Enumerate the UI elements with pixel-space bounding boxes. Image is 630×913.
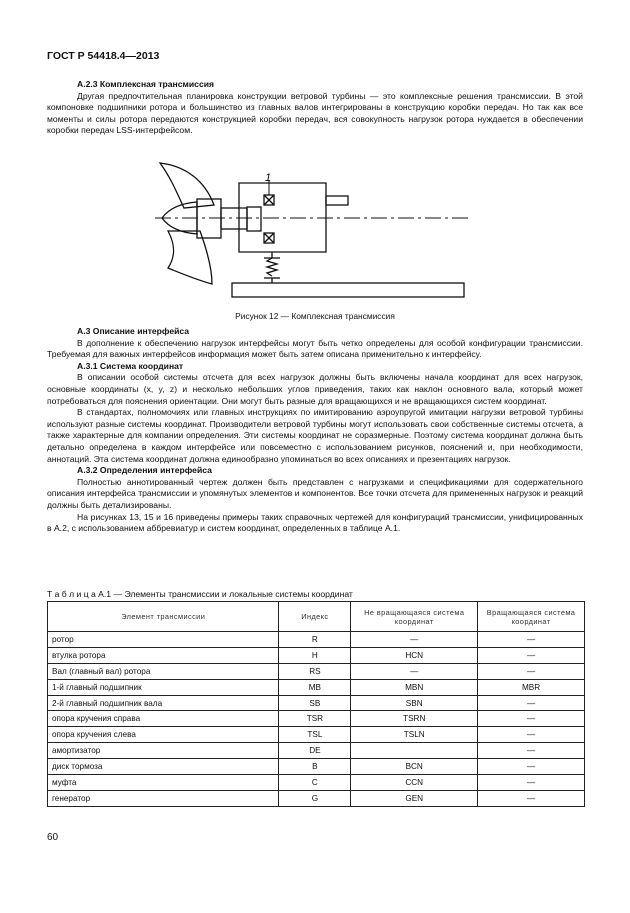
table-cell: муфта: [48, 775, 279, 791]
table-cell: G: [279, 790, 351, 806]
table-cell: —: [478, 663, 585, 679]
table-header-row: [48, 602, 585, 632]
section-paragraph: На рисунках 13, 15 и 16 приведены примеры таких справочных чертежей для конфигураций трансмиссии, унифицированных в А.2, с использованием аббревиатур и систем координат, определенных в таблице А.1.: [47, 511, 583, 534]
table-row: [48, 695, 585, 711]
table-cell: TSRN: [351, 711, 478, 727]
table-cell: BCN: [351, 759, 478, 775]
table-row: [48, 711, 585, 727]
table-cell: ротор: [48, 632, 279, 648]
section-paragraph: В дополнение к обеспечению нагрузок интерфейсы могут быть четко определены для особой конфигурации трансмиссии. Требуемая для важных интерфейсов информация может быть затем описана применительно к интерфейсу.: [47, 337, 583, 360]
table-cell: R: [279, 632, 351, 648]
table-row: [48, 663, 585, 679]
transmission-elements-table: [47, 601, 585, 807]
table-cell: амортизатор: [48, 743, 279, 759]
column-header: Не вращающаяся система координат: [351, 602, 478, 632]
table-row: [48, 647, 585, 663]
table-cell: —: [478, 743, 585, 759]
table-cell: TSLN: [351, 727, 478, 743]
table-cell: —: [478, 727, 585, 743]
table-cell: MBR: [478, 679, 585, 695]
table-row: [48, 727, 585, 743]
table-cell: [351, 743, 478, 759]
table-cell: диск тормоза: [48, 759, 279, 775]
table-cell: B: [279, 759, 351, 775]
table-cell: втулка ротора: [48, 647, 279, 663]
table-cell: SBN: [351, 695, 478, 711]
column-header: Вращающаяся система координат: [478, 602, 585, 632]
table-cell: Вал (главный вал) ротора: [48, 663, 279, 679]
inner-shaft: [247, 207, 261, 231]
output-shaft: [326, 196, 348, 205]
section-paragraph: В описании особой системы отсчета для всех нагрузок должны быть включены начала координат для всех нагрузок, основные координаты (x, y, z) и несколько небольших углов приведения, таких как наклон основного вала, который может потребоваться для пояснения ориентации. Они могут быть разные для вращающихся и не вращающихся систем координат.: [47, 372, 583, 406]
table-row: [48, 759, 585, 775]
table-row: [48, 790, 585, 806]
table-row: [48, 775, 585, 791]
table-cell: MBN: [351, 679, 478, 695]
section-paragraph: Полностью аннотированный чертеж должен быть представлен с нагрузками и спецификациями для содержательного описания интерфейса трансмиссии и упомянутых элементов и компонентов. Все точки отсчета для примененных нагрузок и реакций должны быть детализированы.: [47, 476, 583, 510]
table-cell: 1-й главный подшипник: [48, 679, 279, 695]
damper-spring: [267, 258, 277, 276]
section-paragraph: Другая предпочтительная планировка конструкции ветровой турбины — это комплексные решения трансмиссии. В этой компоновке подшипники ротора и большинство из главных валов интегрированы в конструкцию коробки передач. Но так как все моменты и силы ротора передаются конструкцией коробки передач, вся совокупность нагрузок ротора нуждается в обеспечении коробки передач LSS-интерфейсом.: [47, 90, 583, 136]
table-cell: —: [478, 647, 585, 663]
section-heading: А.3.1 Система координат: [77, 360, 184, 371]
table-cell: TSL: [279, 727, 351, 743]
table-cell: —: [478, 790, 585, 806]
table-row: [48, 679, 585, 695]
table-cell: C: [279, 775, 351, 791]
section-a3-block: [47, 326, 583, 535]
table-row: [48, 743, 585, 759]
table-cell: опора кручения справа: [48, 711, 279, 727]
lower-blade: [168, 231, 212, 284]
table-cell: —: [478, 632, 585, 648]
gearbox-housing: [239, 183, 326, 252]
table-cell: —: [478, 695, 585, 711]
table-cell: опора кручения слева: [48, 727, 279, 743]
table-cell: —: [351, 632, 478, 648]
base-frame: [232, 283, 464, 297]
table-cell: RS: [279, 663, 351, 679]
section-heading: А.3.2 Определения интерфейса: [77, 465, 212, 476]
table-cell: SB: [279, 695, 351, 711]
section-heading: А.3 Описание интерфейса: [77, 326, 190, 336]
table-cell: H: [279, 647, 351, 663]
table-row: [48, 632, 585, 648]
page-number: 60: [47, 832, 59, 843]
table-cell: GEN: [351, 790, 478, 806]
table-cell: MB: [279, 679, 351, 695]
document-header: ГОСТ Р 54418.4—2013: [47, 50, 160, 62]
table-title: Т а б л и ц а А.1 — Элементы трансмиссии и локальные системы координат: [47, 589, 353, 599]
figure-label: 1: [265, 172, 272, 184]
table-cell: CCN: [351, 775, 478, 791]
column-header: Элемент трансмиссии: [48, 602, 279, 632]
table-cell: генератор: [48, 790, 279, 806]
figure-caption: Рисунок 12 — Комплексная трансмиссия: [235, 311, 395, 321]
table-cell: —: [478, 759, 585, 775]
table-cell: TSR: [279, 711, 351, 727]
column-header: Индекс: [279, 602, 351, 632]
section-heading: А.2.3 Комплексная трансмиссия: [77, 79, 215, 89]
table-cell: —: [478, 775, 585, 791]
upper-blade: [160, 163, 214, 208]
table-cell: DE: [279, 743, 351, 759]
section-paragraph: В стандартах, полномочиях или главных инструкциях по имитированию аэроупругой имитации нагрузки ветровой турбины используют разные системы координат. Производители ветровой турбины могут использовать свои собственные системы отсчета, а также характерные для компании определения. Эти системы координат не соразмерные. Поэтому система координат должна быть детально определена в каждом интерфейсе или повсеместно с использованием рисунков, пояснений и, при необходимости, аннотаций. Эта система координат должна единообразно упоминаться во всех описаниях и презентациях нагрузок.: [47, 407, 583, 464]
table-cell: HCN: [351, 647, 478, 663]
table-cell: 2-й главный подшипник вала: [48, 695, 279, 711]
table-cell: —: [351, 663, 478, 679]
main-shaft: [221, 208, 239, 229]
table-cell: —: [478, 711, 585, 727]
